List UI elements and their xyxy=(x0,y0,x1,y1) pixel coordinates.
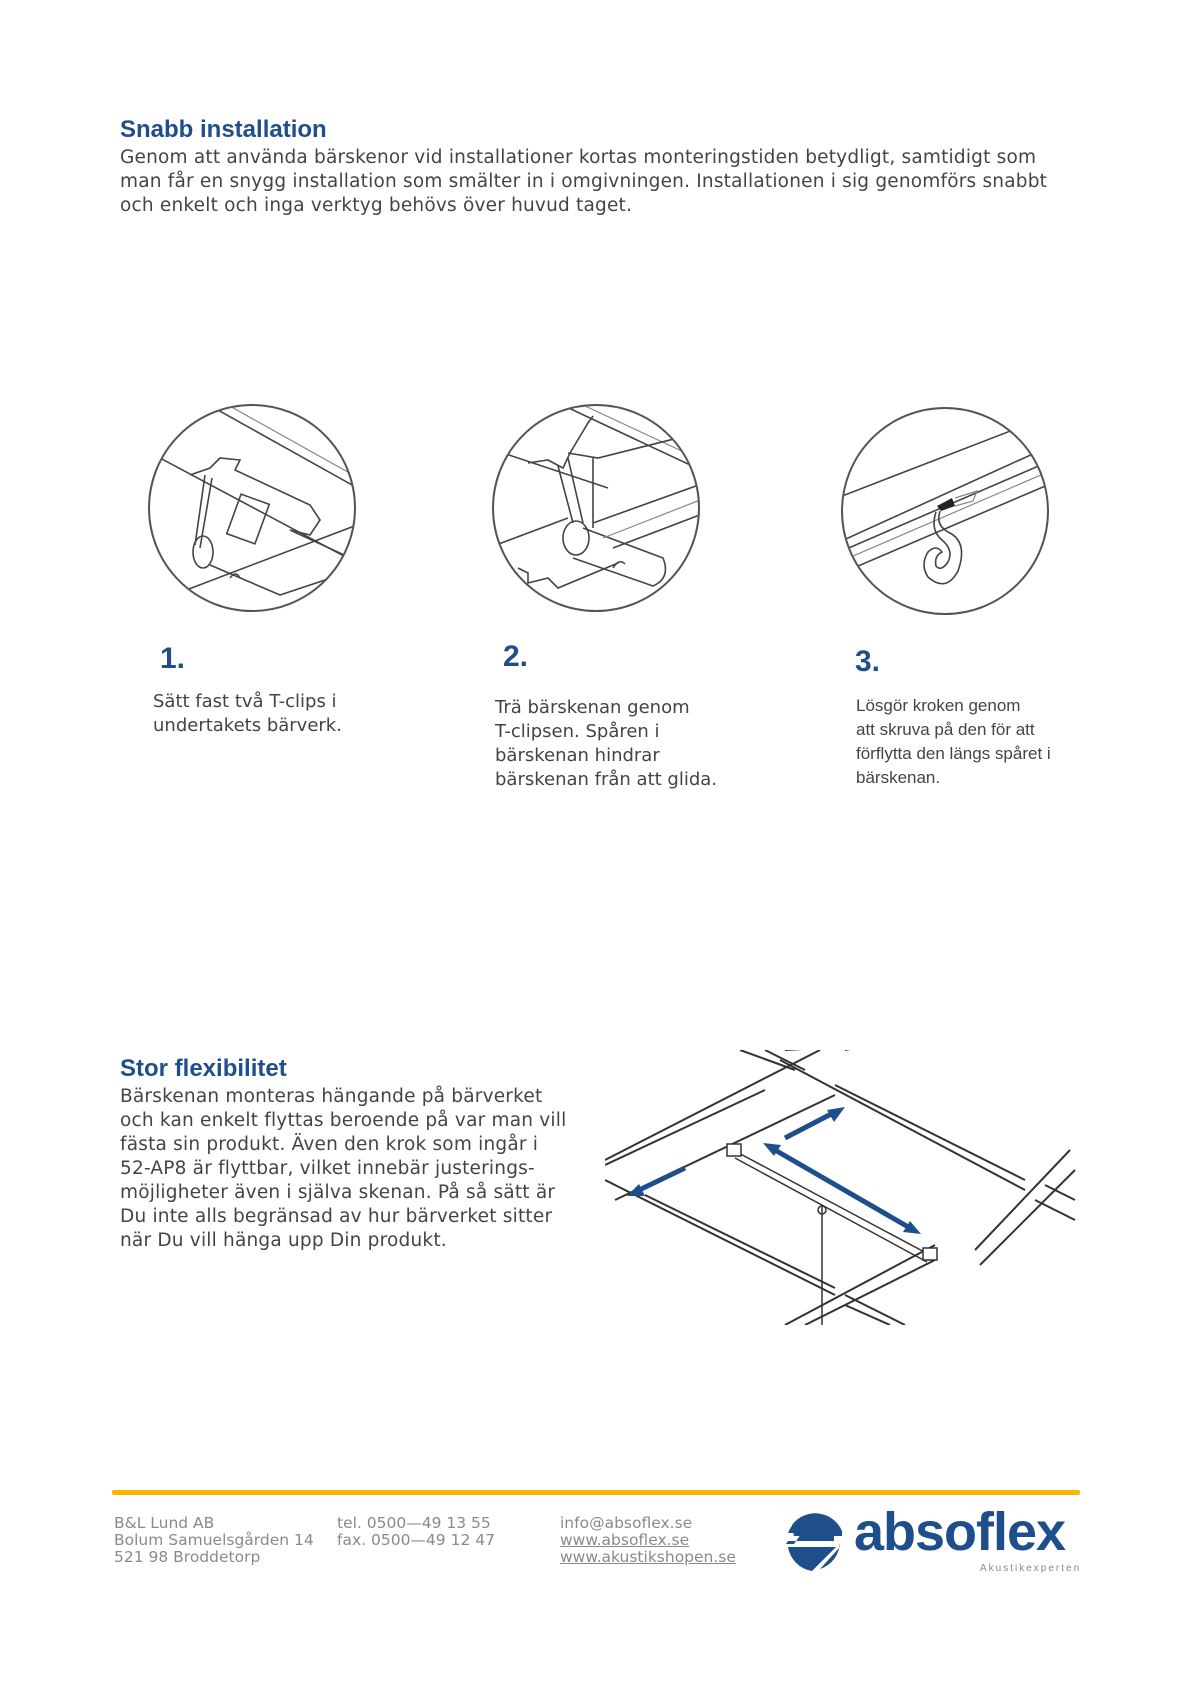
section-intro-paragraph xyxy=(120,146,1100,218)
arrow-move-left xyxy=(635,1168,685,1192)
logo-tagline: Akustikexperten xyxy=(980,1563,1082,1574)
paragraph-line: möjligheter även i själva skenan. På så sätt är xyxy=(120,1182,556,1203)
email-link[interactable]: info@absoflex.se xyxy=(560,1514,693,1532)
phone-number: tel. 0500—49 13 55 xyxy=(337,1514,491,1532)
t-clip-on-grid-illustration xyxy=(140,400,370,620)
section-heading-stor-flexibilitet: Stor flexibilitet xyxy=(120,1055,287,1082)
paragraph-line: Bärskenan monteras hängande på bärverket xyxy=(120,1086,543,1107)
company-name: B&L Lund AB xyxy=(114,1514,215,1532)
step-description-1 xyxy=(153,690,342,738)
paragraph-line: när Du vill hänga upp Din produkt. xyxy=(120,1230,447,1251)
arrowhead-icon xyxy=(827,1107,845,1122)
step-line: bärskenan hindrar xyxy=(495,745,660,766)
section-flexibility-paragraph xyxy=(120,1085,600,1253)
paragraph-line: Du inte alls begränsad av hur bärverket sitter xyxy=(120,1206,553,1227)
section-heading-snabb-installation: Snabb installation xyxy=(120,116,327,143)
paragraph-line: fästa sin produkt. Även den krok som ingår i xyxy=(120,1134,539,1155)
address-line: Bolum Samuelsgården 14 xyxy=(114,1531,314,1549)
rail-through-clip-illustration xyxy=(488,398,708,618)
step-line: Trä bärskenan genom xyxy=(495,697,690,718)
paragraph-line: man får en snygg installation som smälter in i omgivningen. Installationen i sig genomförs snabbt xyxy=(120,171,1048,192)
footer-web-contact xyxy=(560,1515,736,1566)
website-link-absoflex[interactable]: www.absoflex.se xyxy=(560,1531,690,1549)
paragraph-line: 52-AP8 är flyttbar, vilket innebär justerings- xyxy=(120,1158,535,1179)
step-description-2 xyxy=(495,696,717,792)
step-line: bärskenan. xyxy=(856,768,941,787)
step-number-2: 2. xyxy=(503,640,529,673)
footer-accent-line xyxy=(112,1490,1080,1495)
ceiling-grid-rail-illustration xyxy=(605,1050,1085,1325)
absoflex-logo-mark-icon xyxy=(782,1511,848,1573)
paragraph-line: Genom att använda bärskenor vid installationer kortas monteringstiden betydligt, samtidigt som xyxy=(120,147,1037,168)
step-line: Sätt fast två T-clips i xyxy=(153,691,337,712)
paragraph-line: och enkelt och inga verktyg behövs över huvud taget. xyxy=(120,195,633,216)
step-line: undertakets bärverk. xyxy=(153,715,342,736)
footer-contact-phone xyxy=(337,1515,495,1549)
step-number-1: 1. xyxy=(160,642,186,675)
step-number-3: 3. xyxy=(855,645,881,678)
step-line: att skruva på den för att xyxy=(856,720,1035,739)
step-line: bärskenan från att glida. xyxy=(495,769,718,790)
step-line: T-clipsen. Spåren i xyxy=(495,721,660,742)
footer-company-address xyxy=(114,1515,314,1566)
step-line: förflytta den längs spåret i xyxy=(856,744,1051,763)
step-line: Lösgör kroken genom xyxy=(856,696,1021,715)
fax-number: fax. 0500—49 12 47 xyxy=(337,1531,495,1549)
website-link-akustikshopen[interactable]: www.akustikshopen.se xyxy=(560,1548,736,1566)
step-description-3 xyxy=(856,694,1051,790)
paragraph-line: och kan enkelt flyttas beroende på var man vill xyxy=(120,1110,567,1131)
absoflex-logo xyxy=(780,1502,1085,1577)
logo-wordmark: absoflex xyxy=(854,1502,1066,1562)
hook-in-rail-illustration xyxy=(837,403,1057,623)
address-line: 521 98 Broddetorp xyxy=(114,1548,261,1566)
